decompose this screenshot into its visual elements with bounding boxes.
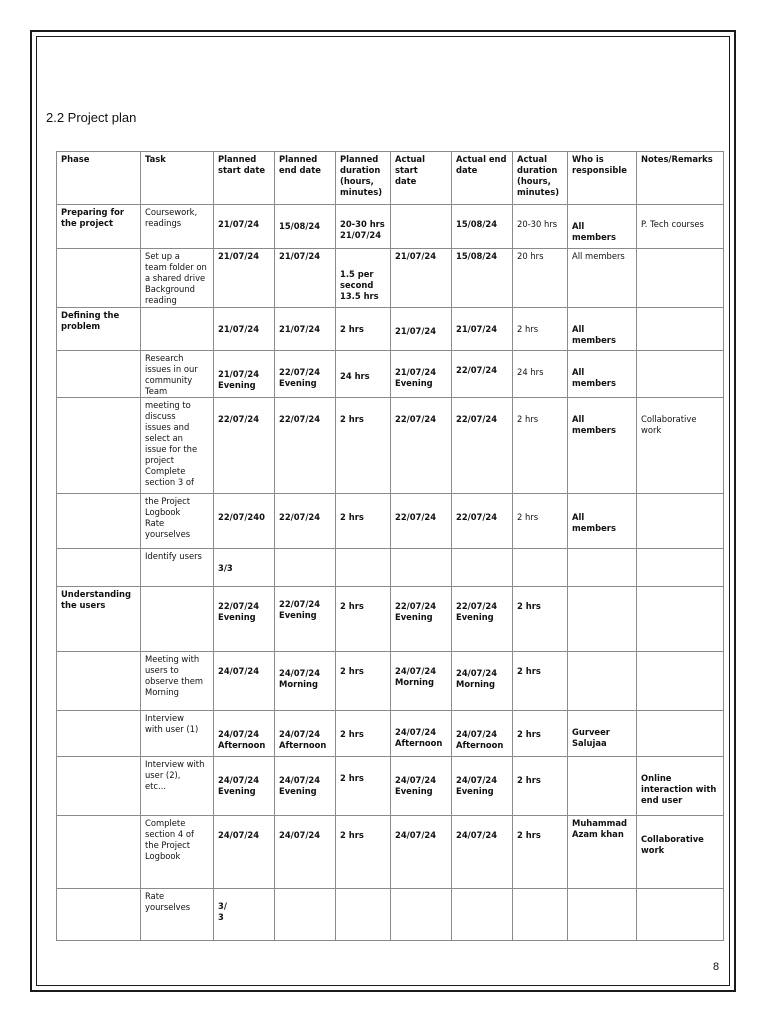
table-row — [57, 205, 724, 249]
cell-actual-start: 21/07/24 — [391, 308, 452, 351]
cell-planned-start: 3/3 — [214, 549, 275, 587]
cell-notes — [637, 652, 724, 711]
table-row — [57, 889, 724, 941]
cell-actual-end: 24/07/24 — [452, 816, 513, 889]
cell-actual-start: 22/07/24 — [391, 494, 452, 549]
table-row — [57, 494, 724, 549]
header-planned-end: Planned end date — [275, 152, 336, 205]
cell-actual-end — [452, 889, 513, 941]
cell-responsible: All members — [568, 205, 637, 249]
cell-actual-start: 22/07/24 Evening — [391, 587, 452, 652]
cell-actual-start — [391, 889, 452, 941]
cell-actual-duration: 2 hrs — [513, 757, 568, 816]
cell-actual-duration: 2 hrs — [513, 398, 568, 494]
cell-phase — [57, 351, 141, 398]
cell-notes — [637, 711, 724, 757]
cell-notes — [637, 494, 724, 549]
cell-task: Identify users — [141, 549, 214, 587]
cell-planned-end — [275, 549, 336, 587]
cell-planned-end: 24/07/24 Afternoon — [275, 711, 336, 757]
cell-actual-end: 22/07/24 Evening — [452, 587, 513, 652]
cell-planned-duration: 2 hrs — [336, 652, 391, 711]
cell-planned-duration: 1.5 per second 13.5 hrs — [336, 249, 391, 308]
cell-responsible: Muhammad Azam khan — [568, 816, 637, 889]
cell-planned-end: 21/07/24 — [275, 308, 336, 351]
page-number: 8 — [713, 961, 720, 973]
cell-planned-start: 24/07/24 Afternoon — [214, 711, 275, 757]
cell-planned-start: 21/07/24 — [214, 205, 275, 249]
cell-planned-start: 22/07/24 — [214, 398, 275, 494]
table-row — [57, 398, 724, 494]
cell-phase — [57, 549, 141, 587]
cell-notes — [637, 889, 724, 941]
cell-planned-duration: 2 hrs — [336, 757, 391, 816]
table-row — [57, 757, 724, 816]
cell-notes: Collaborative work — [637, 398, 724, 494]
cell-actual-duration: 20-30 hrs — [513, 205, 568, 249]
cell-actual-start: 24/07/24 Afternoon — [391, 711, 452, 757]
cell-responsible — [568, 757, 637, 816]
cell-planned-start: 21/07/24 — [214, 249, 275, 308]
cell-responsible: Gurveer Salujaa — [568, 711, 637, 757]
cell-task — [141, 587, 214, 652]
cell-responsible — [568, 652, 637, 711]
cell-phase: Defining the problem — [57, 308, 141, 351]
cell-planned-duration: 24 hrs — [336, 351, 391, 398]
cell-planned-duration: 20-30 hrs 21/07/24 — [336, 205, 391, 249]
cell-phase — [57, 398, 141, 494]
cell-actual-end: 15/08/24 — [452, 249, 513, 308]
cell-responsible — [568, 587, 637, 652]
header-responsible: Who is responsible — [568, 152, 637, 205]
cell-actual-start: 24/07/24 Morning — [391, 652, 452, 711]
cell-planned-start: 22/07/240 — [214, 494, 275, 549]
cell-task: Interview with user (2), etc... — [141, 757, 214, 816]
cell-notes: Collaborative work — [637, 816, 724, 889]
cell-task: Coursework, readings — [141, 205, 214, 249]
cell-planned-duration — [336, 549, 391, 587]
cell-planned-duration: 2 hrs — [336, 587, 391, 652]
cell-actual-duration: 20 hrs — [513, 249, 568, 308]
cell-task: Research issues in our community Team — [141, 351, 214, 398]
cell-phase — [57, 757, 141, 816]
cell-actual-duration — [513, 889, 568, 941]
cell-planned-duration: 2 hrs — [336, 308, 391, 351]
cell-planned-end: 24/07/24 — [275, 816, 336, 889]
cell-task: the Project Logbook Rate yourselves — [141, 494, 214, 549]
header-actual-end: Actual end date — [452, 152, 513, 205]
cell-planned-start: 21/07/24 — [214, 308, 275, 351]
cell-task: Rate yourselves — [141, 889, 214, 941]
cell-planned-start: 24/07/24 Evening — [214, 757, 275, 816]
cell-responsible: All members — [568, 398, 637, 494]
cell-planned-end: 22/07/24 Evening — [275, 351, 336, 398]
cell-actual-duration: 2 hrs — [513, 816, 568, 889]
cell-planned-start: 3/ 3 — [214, 889, 275, 941]
cell-notes — [637, 308, 724, 351]
cell-planned-duration: 2 hrs — [336, 816, 391, 889]
cell-actual-duration: 2 hrs — [513, 587, 568, 652]
cell-actual-end: 24/07/24 Evening — [452, 757, 513, 816]
cell-actual-end: 21/07/24 — [452, 308, 513, 351]
cell-responsible: All members — [568, 249, 637, 308]
cell-actual-end: 15/08/24 — [452, 205, 513, 249]
cell-actual-end: 24/07/24 Afternoon — [452, 711, 513, 757]
cell-notes: Online interaction with end user — [637, 757, 724, 816]
header-task: Task — [141, 152, 214, 205]
section-heading: 2.2 Project plan — [46, 110, 137, 125]
cell-task: Complete section 4 of the Project Logbook — [141, 816, 214, 889]
table-row — [57, 249, 724, 308]
cell-actual-end — [452, 549, 513, 587]
cell-planned-end: 24/07/24 Evening — [275, 757, 336, 816]
table-row — [57, 816, 724, 889]
cell-actual-end: 24/07/24 Morning — [452, 652, 513, 711]
header-notes: Notes/Remarks — [637, 152, 724, 205]
cell-phase — [57, 494, 141, 549]
cell-task: Meeting with users to observe them Morning — [141, 652, 214, 711]
cell-planned-end — [275, 889, 336, 941]
cell-actual-end: 22/07/24 — [452, 398, 513, 494]
cell-task: meeting to discuss issues and select an issue for the project Complete section 3 of — [141, 398, 214, 494]
cell-notes: P. Tech courses — [637, 205, 724, 249]
cell-notes — [637, 351, 724, 398]
cell-planned-duration — [336, 889, 391, 941]
cell-actual-start: 21/07/24 Evening — [391, 351, 452, 398]
cell-planned-end: 15/08/24 — [275, 205, 336, 249]
header-actual-duration: Actual duration (hours, minutes) — [513, 152, 568, 205]
cell-actual-duration: 24 hrs — [513, 351, 568, 398]
cell-notes — [637, 549, 724, 587]
cell-actual-duration: 2 hrs — [513, 308, 568, 351]
cell-planned-end: 24/07/24 Morning — [275, 652, 336, 711]
cell-phase — [57, 889, 141, 941]
cell-planned-duration: 2 hrs — [336, 398, 391, 494]
header-actual-start: Actual start date — [391, 152, 452, 205]
header-planned-start: Planned start date — [214, 152, 275, 205]
table-row — [57, 351, 724, 398]
cell-phase: Understanding the users — [57, 587, 141, 652]
cell-planned-duration: 2 hrs — [336, 711, 391, 757]
table-row — [57, 549, 724, 587]
cell-task — [141, 308, 214, 351]
cell-actual-duration: 2 hrs — [513, 711, 568, 757]
cell-phase — [57, 249, 141, 308]
cell-responsible: All members — [568, 308, 637, 351]
table-row — [57, 652, 724, 711]
cell-planned-end: 22/07/24 — [275, 398, 336, 494]
cell-planned-end: 22/07/24 — [275, 494, 336, 549]
cell-responsible — [568, 889, 637, 941]
cell-actual-start: 22/07/24 — [391, 398, 452, 494]
header-planned-duration: Planned duration (hours, minutes) — [336, 152, 391, 205]
table-row — [57, 587, 724, 652]
cell-actual-start — [391, 205, 452, 249]
cell-phase — [57, 816, 141, 889]
cell-task: Set up a team folder on a shared drive Background reading — [141, 249, 214, 308]
cell-actual-duration: 2 hrs — [513, 494, 568, 549]
cell-planned-start: 21/07/24 Evening — [214, 351, 275, 398]
cell-planned-end: 21/07/24 — [275, 249, 336, 308]
cell-responsible — [568, 549, 637, 587]
cell-notes — [637, 249, 724, 308]
cell-planned-start: 24/07/24 — [214, 652, 275, 711]
table-row — [57, 711, 724, 757]
cell-planned-start: 22/07/24 Evening — [214, 587, 275, 652]
cell-actual-duration — [513, 549, 568, 587]
table-row — [57, 308, 724, 351]
table-header-row — [57, 152, 724, 205]
cell-planned-duration: 2 hrs — [336, 494, 391, 549]
project-plan-table — [56, 151, 724, 941]
cell-actual-start — [391, 549, 452, 587]
cell-actual-duration: 2 hrs — [513, 652, 568, 711]
cell-responsible: All members — [568, 351, 637, 398]
cell-planned-start: 24/07/24 — [214, 816, 275, 889]
cell-task: Interview with user (1) — [141, 711, 214, 757]
cell-phase — [57, 711, 141, 757]
cell-phase: Preparing for the project — [57, 205, 141, 249]
cell-actual-end: 22/07/24 — [452, 351, 513, 398]
cell-notes — [637, 587, 724, 652]
cell-phase — [57, 652, 141, 711]
cell-responsible: All members — [568, 494, 637, 549]
cell-actual-end: 22/07/24 — [452, 494, 513, 549]
cell-actual-start: 21/07/24 — [391, 249, 452, 308]
cell-actual-start: 24/07/24 — [391, 816, 452, 889]
header-phase: Phase — [57, 152, 141, 205]
cell-planned-end: 22/07/24 Evening — [275, 587, 336, 652]
cell-actual-start: 24/07/24 Evening — [391, 757, 452, 816]
